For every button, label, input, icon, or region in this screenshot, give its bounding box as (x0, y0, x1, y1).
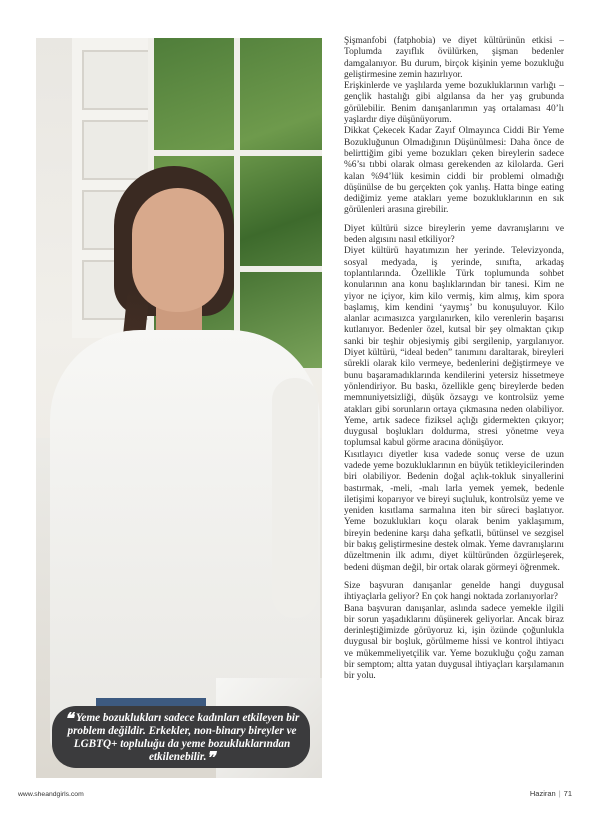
footer-separator: | (558, 789, 561, 798)
face (132, 188, 224, 312)
article-column (344, 36, 564, 683)
quote-open-mark: ❝ (64, 711, 74, 728)
paragraph-adults: Erişkinlerde ve yaşlılarda yeme bozukluklarının varlığı – gençlik hastalığı gibi algılansa da her yaş grubunda görülebilir. Benim danışanlarımın yaş ortalaması 40’lı yaşlardır diye düşünüyorum. (344, 81, 564, 126)
paragraph-not-thin: Dikkat Çekecek Kadar Zayıf Olmayınca Ciddi Bir Yeme Bozukluğunun Olmadığının Düşünülmesi: Daha önce de belirttiğim gibi yeme bozukları çeken bireylerin sadece %6’sı tıbbi olarak olması gerekenden az kilolarda. Geri kalan %94’lük kesimin ciddi bir problemi olmadığı düşünülse de bu gerçekten çok yanlış. Hatta binge eating dediğimiz yeme atakları yeme bozukluklarının en sık görülenleri arasına girebilir. (344, 126, 564, 216)
paragraph-restrictive-diets: Kısıtlayıcı diyetler kısa vadede sonuç verse de uzun vadede yeme bozukluklarının en büyük tetikleyicilerinden biri olabiliyor. Bedenin doğal açlık-tokluk sinyallerini bastırmak, -meli, -malı larla yemek yemek, bedenle iletişimi koparıyor ve bireyi suçluluk, kontrolsüz yeme ve yeniden kısıtlama sarmalına iten bir süreci başlatıyor. Yeme bozuklukları koçu olarak benim yaklaşımım, bireyin bedenine karşı daha şefkatli, bütünsel ve sezgisel bir bakış geliştirmesine destek olmak. Yeme davranışlarını düzeltmenin ilk adımı, diyet kültüründen özgürleşerek, bedeni düşman değil, bir ortak olarak görmeyi öğrenmek. (344, 449, 564, 573)
pull-quote-text: Yeme bozuklukları sadece kadınları etkileyen bir problem değildir. Erkekler, non-binary bireyler ve LGBTQ+ topluluğu da yeme bozukluklarından etkilenebilir. (67, 712, 300, 763)
portrait-photo (36, 38, 322, 778)
issue-month: Haziran (529, 789, 556, 798)
question-diet-culture: Diyet kültürü sizce bireylerin yeme davranışlarını ve beden algısını nasıl etkiliyor? (344, 223, 564, 246)
quote-close-mark: ❞ (206, 750, 216, 767)
answer-emotional-needs: Bana başvuran danışanlar, aslında sadece yemekle ilgili bir sorun yaşadıklarını düşünerek geliyorlar. Ancak biraz derinleştiğimizde görüyoruz ki, işin özünde çoğunlukla duygusal bir boşluk, görülmeme hissi ve kontrol ihtiyacı ve mükemmeliyetçilik var. Yeme bozukluğu çoğu zaman bir semptom; altta yatan duygusal ihtiyaçları karşılamanın bir yolu. (344, 603, 564, 682)
pull-quote (52, 706, 310, 768)
arm (272, 378, 318, 618)
website-url: www.sheandgirls.com (18, 791, 84, 798)
question-emotional-needs: Size başvuran danışanlar genelde hangi duygusal ihtiyaçlarla geliyor? En çok hangi noktada zorlanıyorlar? (344, 580, 564, 603)
page-footer (530, 789, 572, 798)
answer-diet-culture: Diyet kültürü hayatımızın her yerinde. Televizyonda, sosyal medyada, iş yerinde, sınıfta, arkadaş toplantılarında. Özellikle Türk toplumunda sohbet konularının ana konu başlıklarından bir tanesi. Kim ne yiyor ne içiyor, kim kilo vermiş, kim almış, kim spora başlamış, kim kendini ‘yaymış’ bu konuşuluyor. Kilo alanlar acımasızca yargılanırken, kilo verenlerin başarısı kutlanıyor. Bedenler özel, kutsal bir şey olmaktan çıkıp sanki bir teşhir objesiymiş gibi sergilenip, yargılanıyor. Diyet kültürü, “ideal beden” tanımını daraltarak, bireyleri sürekli olarak kilo vermeye, bedenlerini değiştirmeye ve bunu başaramadıklarında kendilerini yetersiz hissetmeye yönlendiriyor. Bu baskı, özellikle genç bireylerde beden memnuniyetsizliği, düşük özsaygı ve kontrolsüz yeme atakları gibi sorunların ortaya çıkmasına neden olabiliyor. Yeme, artık sadece fiziksel açlığı gidermekten çıkıyor; duygusal boşlukları doldurma, stresi yönetme veya toplumsal kabul görme aracına dönüşüyor. (344, 246, 564, 449)
paragraph-fatphobia: Şişmanfobi (fatphobia) ve diyet kültürünün etkisi – Toplumda zayıflık övülürken, şişman bedenler damgalanıyor. Bu durum, birçok kişinin yeme bozukluğu geliştirmesine zemin hazırlıyor. (344, 36, 564, 80)
page-number: 71 (563, 789, 572, 798)
